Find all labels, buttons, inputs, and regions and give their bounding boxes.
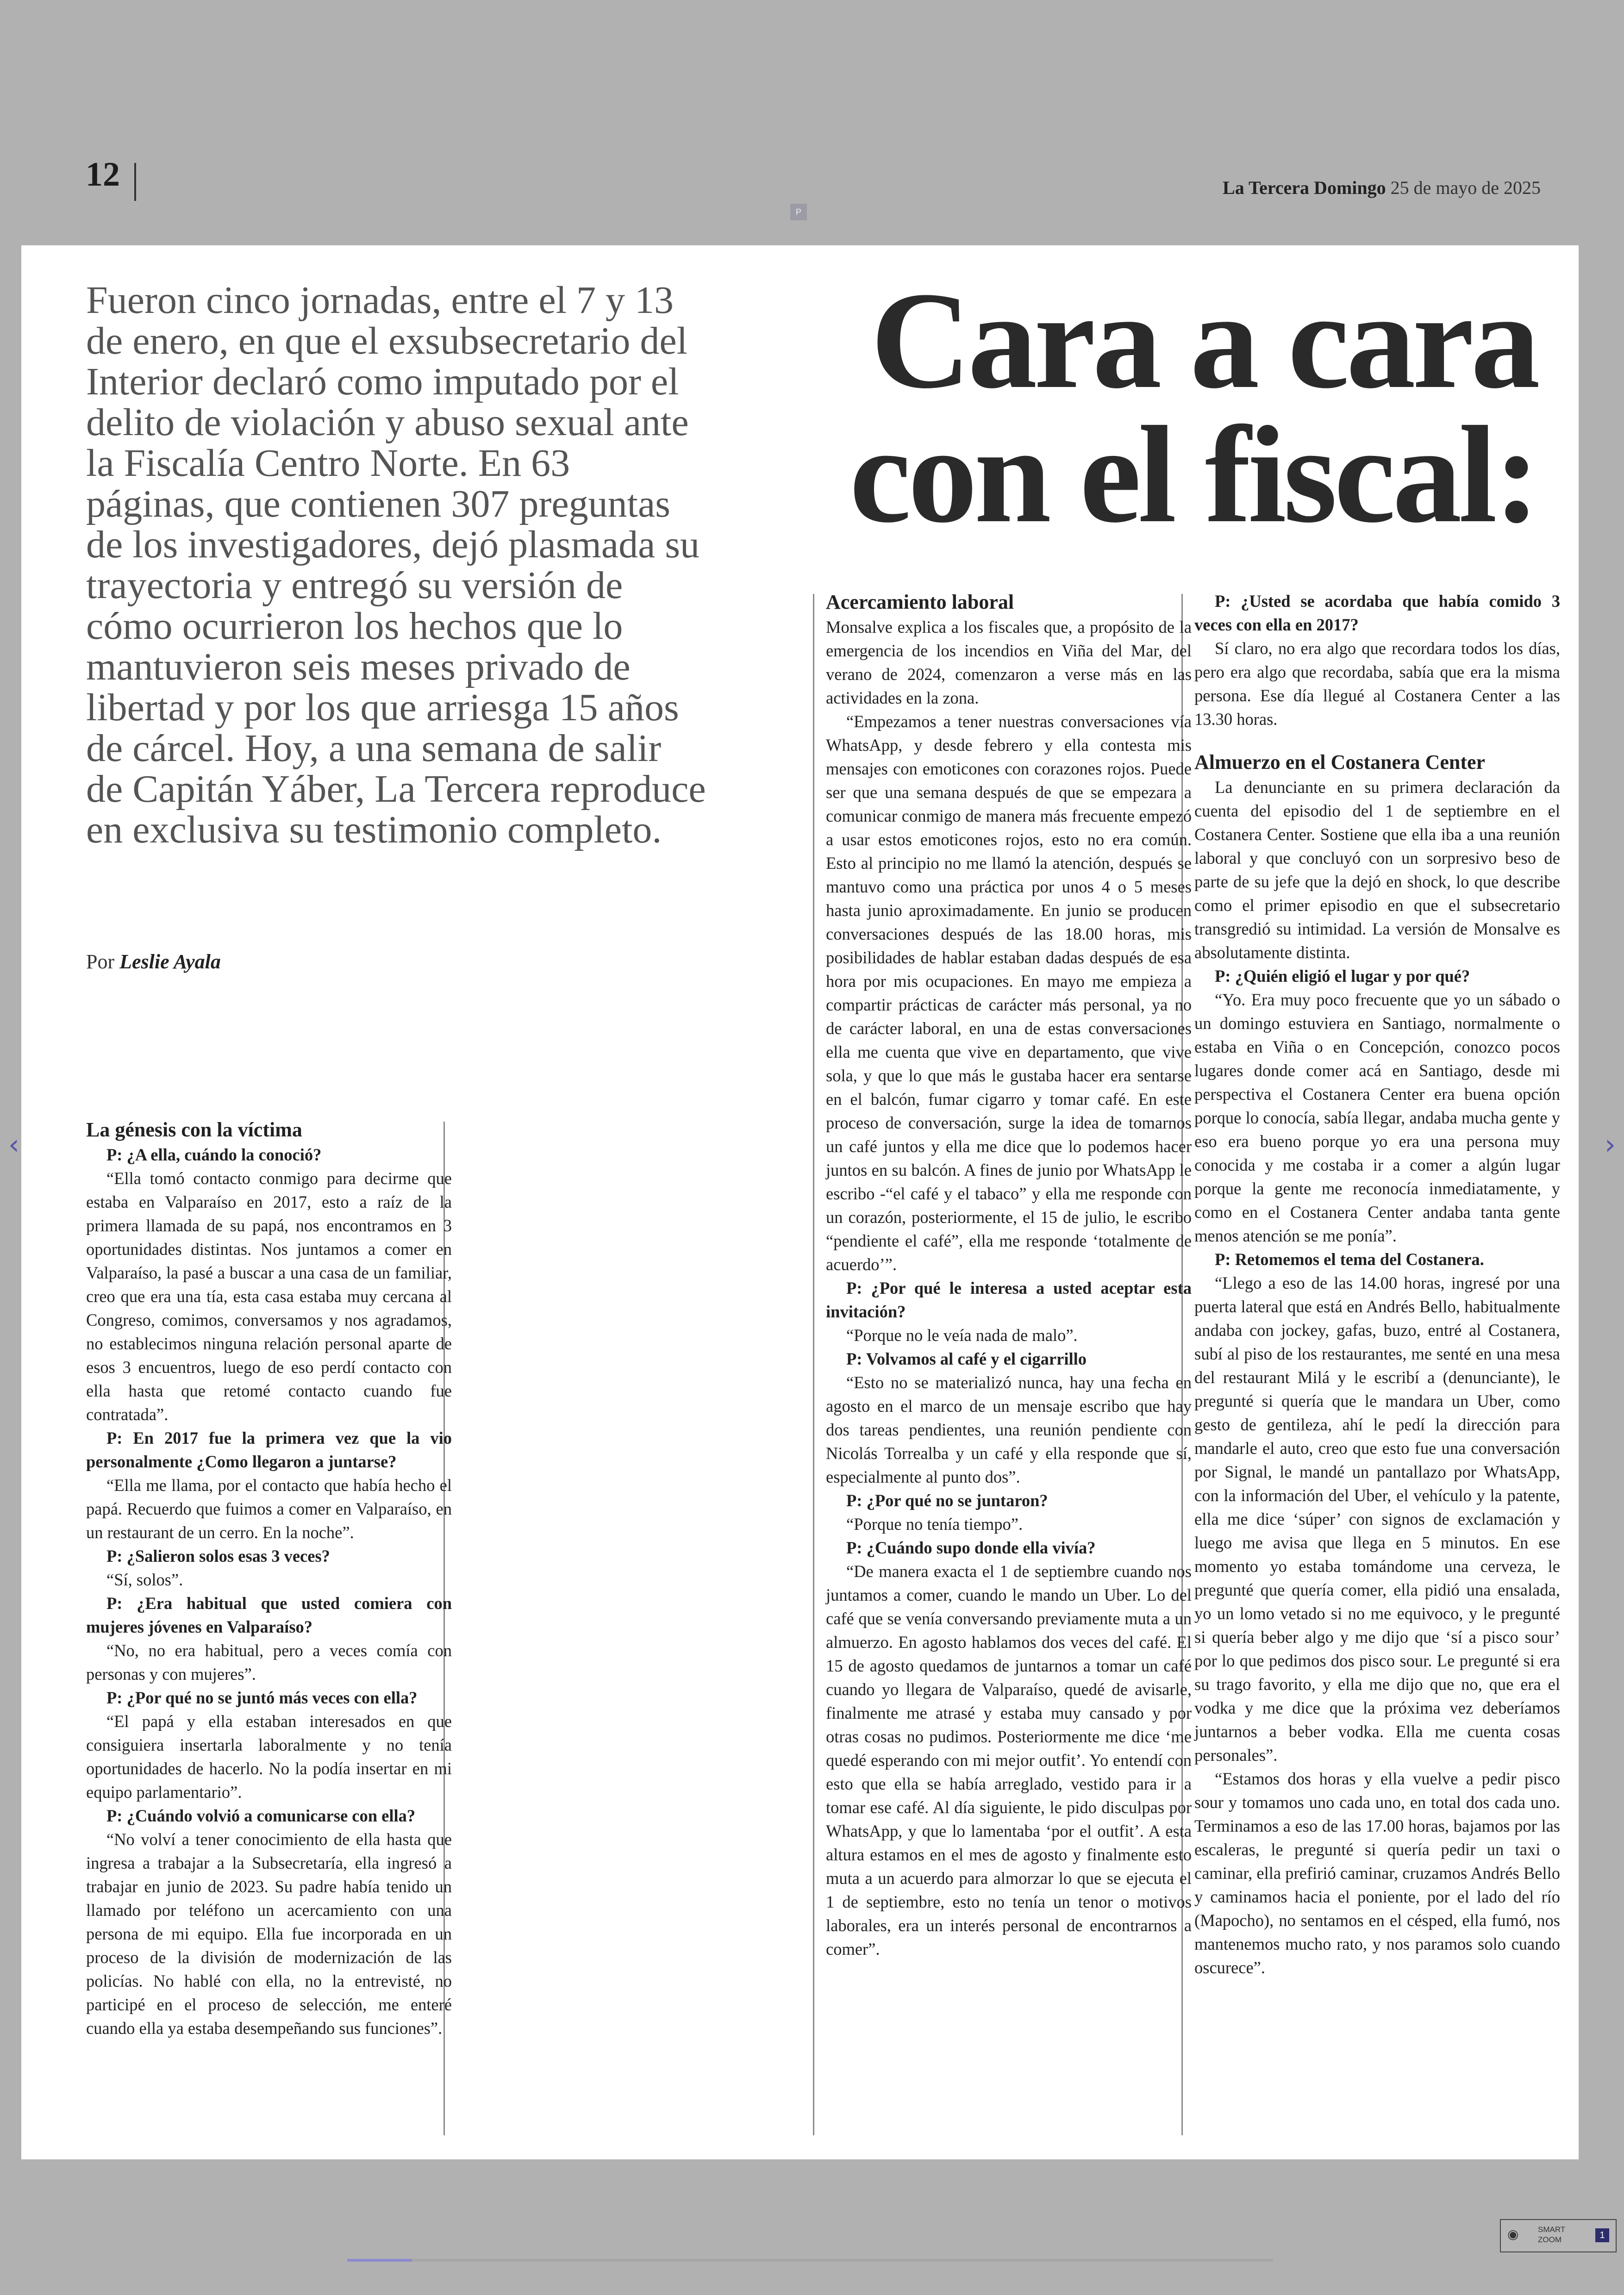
body-paragraph: “Llego a eso de las 14.00 horas, ingresé por una puerta lateral que está en Andrés Bello, habitualmente andaba con jockey, gafas, buzo, entré al Costanera, subí al piso de los restaurantes, me senté en una mesa del restaurant Milá y le escribí a (denunciante), le pregunté si quería que le mandara un Uber, como gesto de gentileza, ahí le pedí la dirección para mandarle el auto, creo que esto fue una conversación por Signal, le mandé un pantallazo por WhatsApp, con la información del Uber, el vehículo y la patente, ella me dice ‘súper’ con signos de exclamación y luego me avisa que llega en 5 minutos. En ese momento yo estaba tomándome una cerveza, le pregunté que quería comer, ella pidió una ensalada, yo un lomo vetado si no me equivoco, y le pregunté si quería beber algo y me dijo que ‘sí a pisco sour’ por lo que pedimos dos pisco sour. Le pregunté si era su trago favorito, y ella me dijo que no, que era el vodka y me dice que la próxima vez deberíamos juntarnos a beber vodka. Ella me cuenta cosas personales”. xyxy=(1194,1273,1560,1765)
running-head xyxy=(1223,177,1541,199)
reading-progress-fill xyxy=(347,2259,412,2262)
interview-question: P: ¿Por qué le interesa a usted aceptar esta invitación? xyxy=(826,1278,1192,1321)
body-paragraph: “Yo. Era muy poco frecuente que yo un sábado o un domingo estuviera en Santiago, normalmente o estaba en Viña o en Concepción, conozco pocos lugares donde comer acá en Santiago, desde mi perspectiva el Costanera Center era buena opción porque lo conocía, sabía llegar, andaba mucha gente y eso era bueno porque yo era una persona muy conocida y me costaba ir a comer a algún lugar porque la gente me reconocía inmediatamente, y como en el Costanera Center andaba tanta gente menos atención se me ponía”. xyxy=(1194,990,1560,1245)
byline-prefix: Por xyxy=(86,950,115,973)
body-paragraph: “Sí, solos”. xyxy=(106,1570,183,1589)
body-paragraph: “El papá y ella estaban interesados en que consiguiera insertarla laboralmente y no tenía oportunidades de hacerlo. No la podía insertar en mi equipo parlamentario”. xyxy=(86,1712,452,1802)
body-paragraph: “De manera exacta el 1 de septiembre cuando nos juntamos a comer, cuando le mando un Uber. Lo del café que se venía conversando previamente muta a un almuerzo. En agosto hablamos dos veces del café. El 15 de agosto quedamos de juntarnos a tomar un café cuando yo llegara de Valparaíso, quedé de avisarle, finalmente me atrasé y estaba muy cansado y por otras cosas no pudimos. Posteriormente me dice ‘me quedé esperando con mi mejor outfit’. Yo entendí con esto que ella se había arreglado, vestido para ir a tomar ese café. Al día siguiente, le pido disculpas por WhatsApp, y que lo lamentaba ‘por el outfit’. A esta altura estamos en el mes de agosto y finalmente esto muta a un acuerdo para almorzar lo que se ejecuta el 1 de septiembre, esto no tenía un tenor o motivos laborales, era un interés personal de encontrarnos a comer”. xyxy=(826,1562,1192,1958)
publication-name: La Tercera Domingo xyxy=(1223,177,1386,198)
eye-icon: ◉ xyxy=(1507,2227,1519,2241)
text-column-3 xyxy=(1194,589,1560,1979)
interview-question: P: Volvamos al café y el cigarrillo xyxy=(846,1349,1087,1368)
interview-question: P: Retomemos el tema del Costanera. xyxy=(1215,1250,1484,1269)
interview-question: P: ¿Salieron solos esas 3 veces? xyxy=(106,1547,330,1565)
byline-author: Leslie Ayala xyxy=(119,950,221,973)
zoom-page-badge: 1 xyxy=(1595,2228,1609,2242)
body-paragraph: “Ella me llama, por el contacto que había hecho el papá. Recuerdo que fuimos a comer en Valparaíso, en un restaurant de un cerro. En la noche”. xyxy=(86,1476,452,1542)
section-heading: Almuerzo en el Costanera Center xyxy=(1194,751,1486,773)
section-heading: La génesis con la víctima xyxy=(86,1118,302,1141)
interview-question: P: ¿Era habitual que usted comiera con mujeres jóvenes en Valparaíso? xyxy=(86,1594,452,1636)
text-column-2 xyxy=(826,589,1192,1961)
page-marker[interactable]: P xyxy=(790,204,807,220)
smart-zoom-button[interactable] xyxy=(1500,2219,1617,2252)
publication-date: 25 de mayo de 2025 xyxy=(1390,177,1541,198)
page-number: 12 xyxy=(86,156,120,193)
reading-progress-bar[interactable] xyxy=(347,2259,1273,2262)
smart-zoom-label-line2: ZOOM xyxy=(1538,2235,1562,2244)
column-rule xyxy=(813,594,814,2135)
interview-question: P: En 2017 fue la primera vez que la vio personalmente ¿Como llegaron a juntarse? xyxy=(86,1428,452,1471)
interview-question: P: ¿Por qué no se juntó más veces con ella? xyxy=(106,1688,418,1707)
smart-zoom-label-line1: SMART xyxy=(1538,2225,1566,2234)
body-paragraph: “No, no era habitual, pero a veces comía con personas y con mujeres”. xyxy=(86,1641,452,1684)
interview-question: P: ¿Quién eligió el lugar y por qué? xyxy=(1215,967,1470,985)
interview-question: P: ¿Cuándo volvió a comunicarse con ella? xyxy=(106,1806,416,1825)
body-paragraph: “Porque no le veía nada de malo”. xyxy=(846,1326,1078,1345)
section-heading: Acercamiento laboral xyxy=(826,591,1014,613)
smart-zoom-label xyxy=(1538,2225,1565,2245)
page-sheet xyxy=(21,245,1579,2159)
prev-page-icon[interactable]: ‹ xyxy=(8,1129,19,1161)
body-paragraph: “Porque no tenía tiempo”. xyxy=(846,1515,1023,1534)
body-paragraph: Monsalve explica a los fiscales que, a propósito de la emergencia de los incendios en Viña del Mar, del verano de 2024, comenzaron a verse más en las actividades en la zona. xyxy=(826,617,1192,707)
text-column-1 xyxy=(86,1117,452,2040)
body-paragraph: La denunciante en su primera declaración da cuenta del episodio del 1 de septiembre en el Costanera Center. Sostiene que ella iba a una reunión laboral y que concluyó con un sorpresivo beso de parte de su jefe que la dejó en shock, lo que describe como el primer episodio en que el subsecretario transgredió su intimidad. La versión de Monsalve es absolutamente distinta. xyxy=(1194,778,1560,962)
byline xyxy=(86,950,221,973)
interview-question: P: ¿Usted se acordaba que había comido 3 veces con ella en 2017? xyxy=(1194,592,1560,634)
headline: Cara a cara con el fiscal: xyxy=(849,263,1537,551)
interview-question: P: ¿A ella, cuándo la conoció? xyxy=(106,1145,322,1164)
interview-question: P: ¿Por qué no se juntaron? xyxy=(846,1491,1048,1510)
interview-question: P: ¿Cuándo supo donde ella vivía? xyxy=(846,1538,1096,1557)
body-paragraph: “Esto no se materializó nunca, hay una fecha en agosto en el marco de un mensaje escribo que hay dos tareas pendientes, una reunión pendiente con Nicolás Torrealba y un café y ella responde que sí, especialmente al punto dos”. xyxy=(826,1373,1192,1486)
body-paragraph: “No volví a tener conocimiento de ella hasta que ingresa a trabajar a la Subsecretaría, ella ingresó a trabajar en junio de 2023. Su padre había tenido un llamado por teléfono un acercamiento con una persona de mi equipo. Ella fue incorporada en un proceso de la división de modernización de las policías. No hablé con ella, no la entrevisté, no participé en el proceso de selección, me enteré cuando ella ya estaba desempeñando sus funciones”. xyxy=(86,1830,452,2038)
article-lead: Fueron cinco jornadas, entre el 7 y 13 de enero, en que el exsubsecretario del Interior declaró como imputado por el delito de violación y abuso sexual ante la Fiscalía Centro Norte. En 63 páginas, que contienen 307 preguntas de los investigadores, dejó plasmada su trayectoria y entregó su versión de cómo ocurrieron los hechos que lo mantuvieron seis meses privado de libertad y por los que arriesga 15 años de cárcel. Hoy, a una semana de salir de Capitán Yáber, La Tercera reproduce en exclusiva su testimonio completo. xyxy=(86,279,706,851)
page-number-divider xyxy=(134,163,136,201)
body-paragraph: “Ella tomó contacto conmigo para decirme que estaba en Valparaíso en 2017, esto a raíz de la primera llamada de su papá, nos encontramos en 3 oportunidades distintas. Nos juntamos a comer en Valparaíso, la pasé a buscar a una casa de un familiar, creo que era una tía, esta casa estaba muy cercana al Congreso, comimos, conversamos y nos agradamos, no establecimos ninguna relación personal aparte de esos 3 encuentros, luego de eso perdí contacto con ella hasta que retomé contacto cuando fue contratada”. xyxy=(86,1169,452,1424)
body-paragraph: Sí claro, no era algo que recordara todos los días, pero era algo que recordaba, sabía que era la misma persona. Ese día llegué al Costanera Center a las 13.30 horas. xyxy=(1194,639,1560,729)
body-paragraph: “Estamos dos horas y ella vuelve a pedir pisco sour y tomamos uno cada uno, en total dos cada uno. Terminamos a eso de las 17.00 horas, bajamos por las escaleras, le pregunté si quería pedir un taxi o caminar, ella prefirió caminar, cruzamos Andrés Bello y caminamos hacia el poniente, por el lado del río (Mapocho), no sentamos en el césped, ella fumó, nos mantenemos mucho rato, y nos paramos solo cuando oscurece”. xyxy=(1194,1769,1560,1977)
next-page-icon[interactable]: › xyxy=(1605,1129,1616,1161)
body-paragraph: “Empezamos a tener nuestras conversaciones vía WhatsApp, y desde febrero y ella contesta mis mensajes con emoticones con corazones rojos. Puede ser que una semana después de que se empezara a comunicar conmigo de manera más frecuente empezó a usar estos emoticones rojos, esto no era común. Esto al principio no me llamó la atención, después se mantuvo como una práctica por unos 4 o 5 meses hasta junio aproximadamente. En junio se producen conversaciones después de las 18.00 horas, mis posibilidades de hablar estaban dadas después de esa hora por mis ocupaciones. En mayo me empieza a compartir prácticas de carácter más personal, ya no de carácter laboral, en una de estas conversaciones ella me cuenta que vive en departamento, que vive sola, y que lo que más le gustaba hacer era sentarse en el balcón, fumar cigarro y tomar café. En este proceso de conversación, surge la idea de tomarnos un café juntos y ella me dice que lo podemos hacer juntos en su balcón. A fines de junio por WhatsApp le escribo -“el café y el tabaco” y ella me responde con un corazón, posteriormente, el 15 de julio, le escribo “pendiente el café”, ella me responde ‘totalmente de acuerdo’”. xyxy=(826,712,1192,1274)
